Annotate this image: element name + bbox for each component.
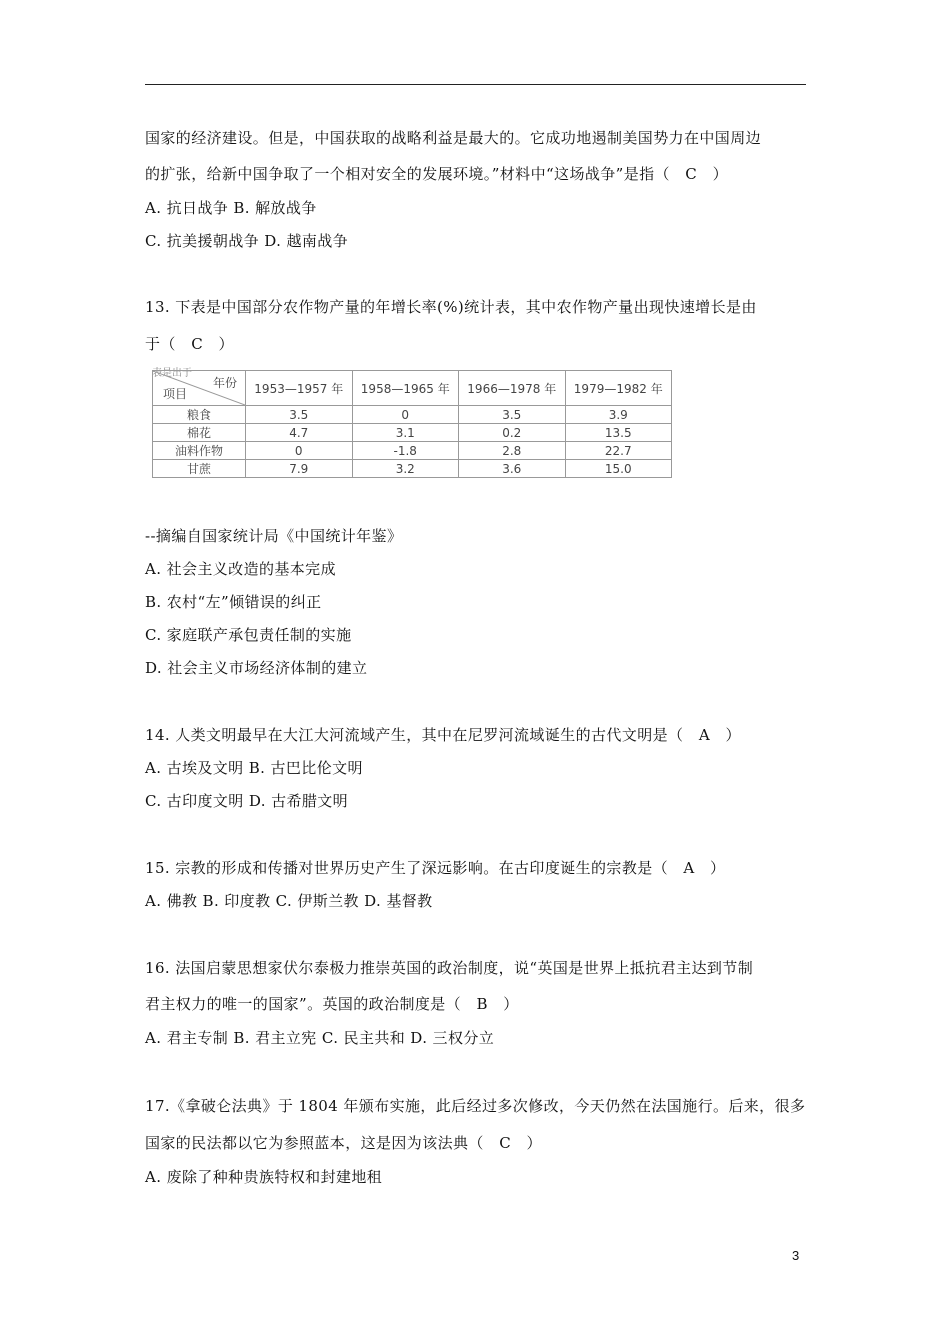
table-cell: -1.8 — [352, 442, 459, 460]
table-cell: 22.7 — [565, 442, 672, 460]
table-row — [153, 424, 672, 442]
table-cell: 4.7 — [246, 424, 353, 442]
option-line: C. 家庭联产承包责任制的实施 — [145, 626, 352, 644]
table-cell: 3.9 — [565, 406, 672, 424]
option-line: A. 废除了种种贵族特权和封建地租 — [145, 1168, 383, 1186]
option-line: A. 抗日战争 B. 解放战争 — [145, 199, 317, 217]
column-header: 1958—1965 年 — [352, 371, 459, 406]
table-cell: 3.2 — [352, 460, 459, 478]
question-15: 15. 宗教的形成和传播对世界历史产生了深远影响。在古印度诞生的宗教是（ A ） — [145, 859, 726, 877]
table-cell: 2.8 — [459, 442, 566, 460]
table-cell: 0 — [352, 406, 459, 424]
table-row — [153, 406, 672, 424]
text-line: 国家的经济建设。但是，中国获取的战略利益是最大的。它成功地遏制美国势力在中国周边 — [145, 129, 762, 147]
option-line: A. 古埃及文明 B. 古巴比伦文明 — [145, 759, 363, 777]
row-label: 粮食 — [153, 406, 246, 424]
question-13-cont: 于（ C ） — [145, 335, 234, 353]
table-row — [153, 442, 672, 460]
option-line: A. 社会主义改造的基本完成 — [145, 560, 336, 578]
table-cell: 3.5 — [459, 406, 566, 424]
table-cell: 3.6 — [459, 460, 566, 478]
text-line: 的扩张，给新中国争取了一个相对安全的发展环境。”材料中“这场战争”是指（ C ） — [145, 165, 728, 183]
option-line: C. 抗美援朝战争 D. 越南战争 — [145, 232, 349, 250]
table-cell: 0 — [246, 442, 353, 460]
column-header: 1979—1982 年 — [565, 371, 672, 406]
question-17: 17.《拿破仑法典》于 1804 年颁布实施，此后经过多次修改，今天仍然在法国施行。后来，很多 — [145, 1097, 806, 1115]
table-cell: 7.9 — [246, 460, 353, 478]
table-header-corner — [153, 371, 246, 406]
table-cell: 13.5 — [565, 424, 672, 442]
table-cell: 15.0 — [565, 460, 672, 478]
question-17-cont: 国家的民法都以它为参照蓝本，这是因为该法典（ C ） — [145, 1134, 542, 1152]
table-cell: 3.5 — [246, 406, 353, 424]
table-caption-stub: 表是出于 — [152, 368, 192, 379]
page-number: 3 — [792, 1248, 800, 1263]
question-16: 16. 法国启蒙思想家伏尔泰极力推崇英国的政治制度，说“英国是世界上抵抗君主达到节制 — [145, 959, 754, 977]
option-line: A. 君主专制 B. 君主立宪 C. 民主共和 D. 三权分立 — [145, 1029, 495, 1047]
question-14: 14. 人类文明最早在大江大河流域产生，其中在尼罗河流域诞生的古代文明是（ A ） — [145, 726, 741, 744]
question-13: 13. 下表是中国部分农作物产量的年增长率(%)统计表，其中农作物产量出现快速增长是由 — [145, 298, 757, 316]
table-row — [153, 460, 672, 478]
header-rule — [145, 84, 806, 85]
option-line: D. 社会主义市场经济体制的建立 — [145, 659, 368, 677]
row-label: 棉花 — [153, 424, 246, 442]
column-header: 1966—1978 年 — [459, 371, 566, 406]
source-note: --摘编自国家统计局《中国统计年鉴》 — [145, 527, 403, 545]
header-year-label: 年份 — [212, 376, 237, 390]
question-16-cont: 君主权力的唯一的国家”。英国的政治制度是（ B ） — [145, 995, 519, 1013]
row-label: 甘蔗 — [153, 460, 246, 478]
option-line: A. 佛教 B. 印度教 C. 伊斯兰教 D. 基督教 — [145, 892, 433, 910]
option-line: C. 古印度文明 D. 古希腊文明 — [145, 792, 349, 810]
option-line: B. 农村“左”倾错误的纠正 — [145, 593, 322, 611]
row-label: 油料作物 — [153, 442, 246, 460]
header-item-label: 项目 — [163, 387, 188, 401]
column-header: 1953—1957 年 — [246, 371, 353, 406]
crop-growth-table — [152, 370, 672, 488]
table-cell: 0.2 — [459, 424, 566, 442]
table-cell: 3.1 — [352, 424, 459, 442]
